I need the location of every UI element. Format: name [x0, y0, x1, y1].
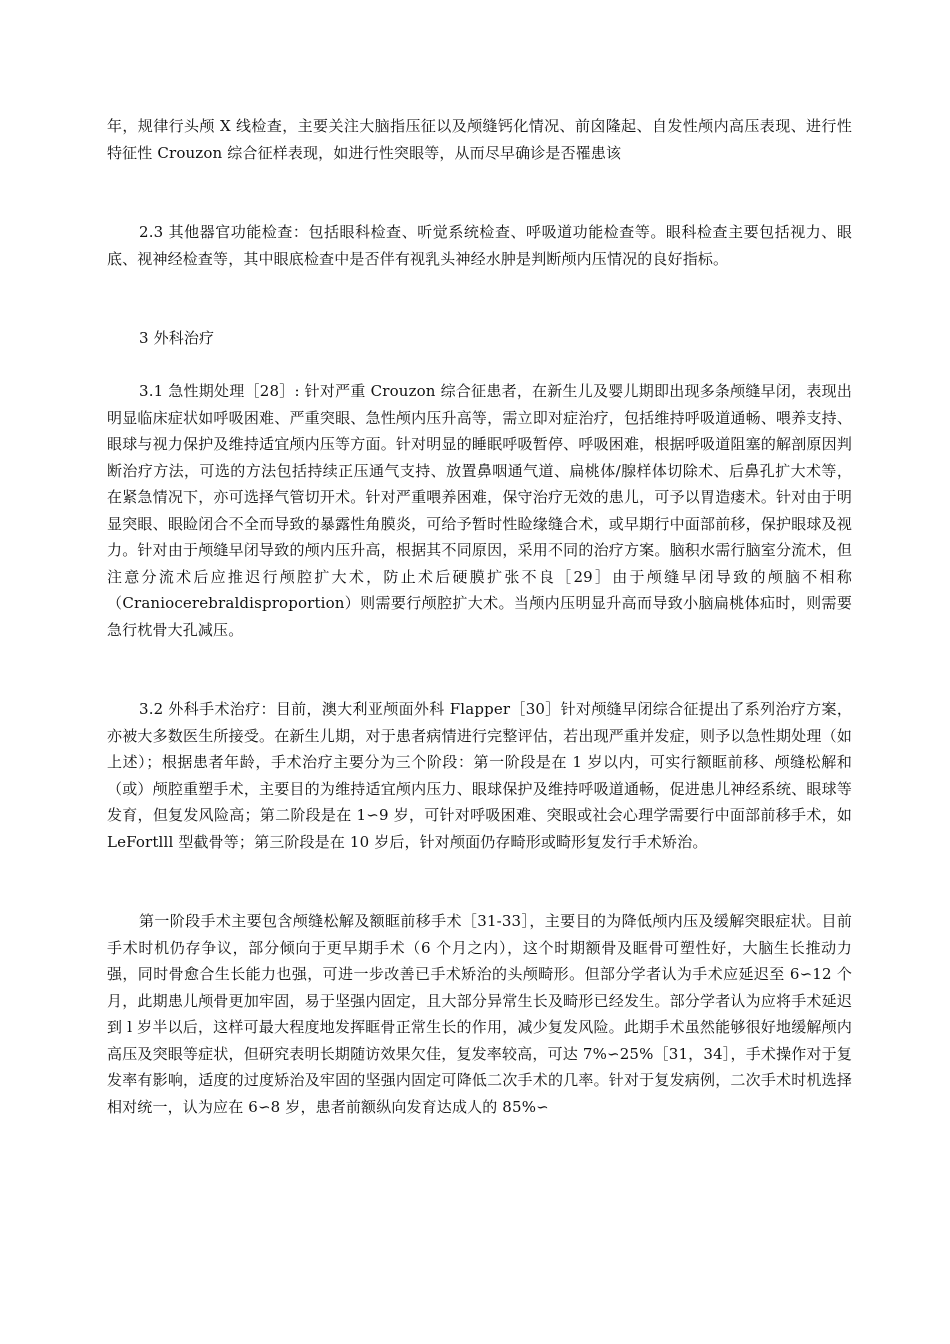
section-heading-3: 3 外科治疗: [139, 329, 215, 347]
paragraph-section-3-2: 3.2 外科手术治疗：目前，澳大利亚颅面外科 Flapper［30］针对颅缝早闭综合征提出了系列治疗方案，亦被大多数医生所接受。在新生儿期，对于患者病情进行完整评估，若出现严重并发症，则予以急性期处理（如上述）；根据患者年龄，手术治疗主要分为三个阶段：第一阶段是在 1 岁以内，可实行额眶前移、颅缝松解和（或）颅腔重塑手术，主要目的为维持适宜颅内压力、眼球保护及维持呼吸道通畅，促进患儿神经系统、眼球等发育，但复发风险高；第二阶段是在 1∽9 岁，可针对呼吸困难、突眼或社会心理学需要行中面部前移手术，如 LeFortlll 型截骨等；第三阶段是在 10 岁后，针对颅面仍存畸形或畸形复发行手术矫治。: [107, 700, 852, 851]
paragraph-section-3-1: 3.1 急性期处理［28］: 针对严重 Crouzon 综合征患者，在新生儿及婴儿期即出现多条颅缝早闭，表现出明显临床症状如呼吸困难、严重突眼、急性颅内压升高等，需立即对症治疗，包括维持呼吸道通畅、喂养支持、眼球与视力保护及维持适宜颅内压等方面。针对明显的睡眠呼吸暂停、呼吸困难，根据呼吸道阻塞的解剖原因判断治疗方法，可选的方法包括持续正压通气支持、放置鼻咽通气道、扁桃体/腺样体切除术、后鼻孔扩大术等，在紧急情况下，亦可选择气管切开术。针对严重喂养困难，保守治疗无效的患儿，可予以胃造瘘术。针对由于明显突眼、眼睑闭合不全而导致的暴露性角膜炎，可给予暂时性睑缘缝合术，或早期行中面部前移，保护眼球及视力。针对由于颅缝早闭导致的颅内压升高，根据其不同原因，采用不同的治疗方案。脑积水需行脑室分流术，但注意分流术后应推迟行颅腔扩大术，防止术后硬膜扩张不良［29］由于颅缝早闭导致的颅脑不相称（Craniocerebraldisproportion）则需要行颅腔扩大术。当颅内压明显升高而导致小脑扁桃体疝时，则需要急行枕骨大孔减压。: [107, 382, 852, 639]
paragraph-first-stage-surgery: 第一阶段手术主要包含颅缝松解及额眶前移手术［31-33］，主要目的为降低颅内压及缓解突眼症状。目前手术时机仍存争议，部分倾向于更早期手术（6 个月之内），这个时期额骨及眶骨可塑性好，大脑生长推动力强，同时骨愈合生长能力也强，可进一步改善已手术矫治的头颅畸形。但部分学者认为手术应延迟至 6∽12 个月，此期患儿颅骨更加牢固，易于坚强内固定，且大部分异常生长及畸形已经发生。部分学者认为应将手术延迟到 l 岁半以后，这样可最大程度地发挥眶骨正常生长的作用，减少复发风险。此期手术虽然能够很好地缓解颅内高压及突眼等症状，但研究表明长期随访效果欠佳，复发率较高，可达 7%∽25%［31，34］，手术操作对于复发率有影响，适度的过度矫治及牢固的坚强内固定可降低二次手术的几率。针对于复发病例，二次手术时机选择相对统一，认为应在 6∽8 岁，患者前额纵向发育达成人的 85%∽: [107, 912, 852, 1116]
paragraph-section-2-3: 2.3 其他器官功能检查：包括眼科检查、听觉系统检查、呼吸道功能检查等。眼科检查主要包括视力、眼底、视神经检查等，其中眼底检查中是否伴有视乳头神经水肿是判断颅内压情况的良好指标。: [107, 223, 852, 268]
paragraph-continuation: 年，规律行头颅 X 线检查，主要关注大脑指压征以及颅缝钙化情况、前囟隆起、自发性颅内高压表现、进行性特征性 Crouzon 综合征样表现，如进行性突眼等，从而尽早确诊是否罹患该: [107, 117, 852, 162]
